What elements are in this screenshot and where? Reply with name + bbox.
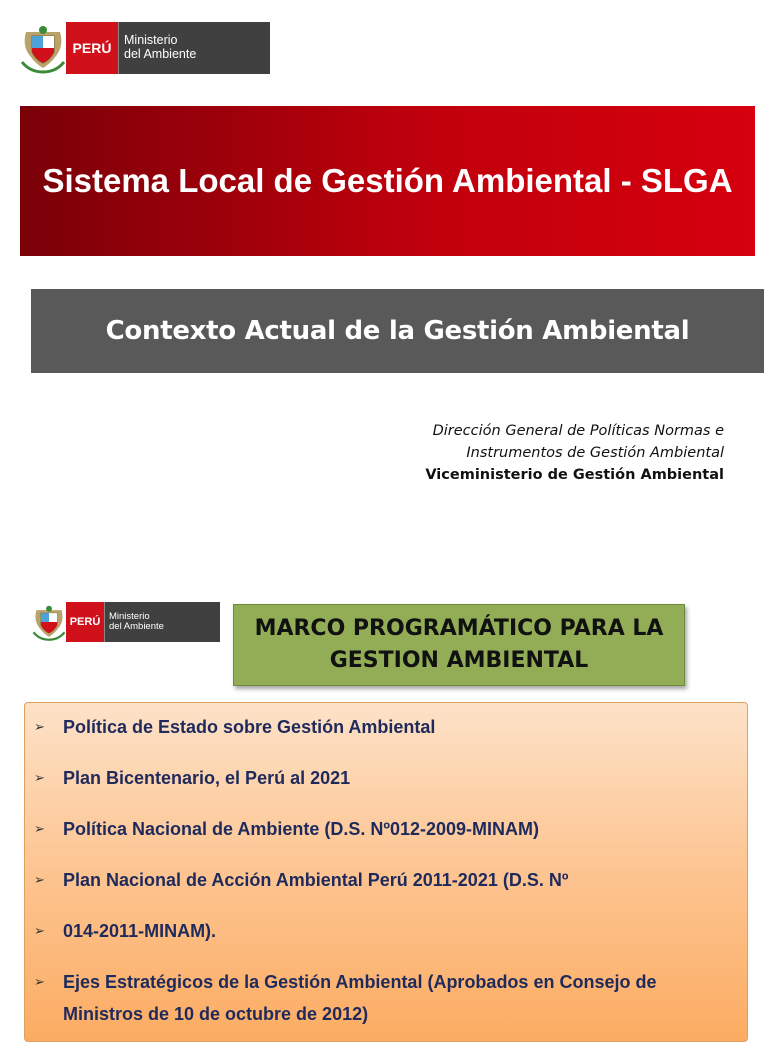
list-item <box>25 919 747 943</box>
marco-heading-box <box>233 604 685 686</box>
list-item <box>25 817 747 841</box>
list-item-text: Plan Nacional de Acción Ambiental Perú 2011-2021 (D.S. Nº <box>63 870 569 890</box>
arrow-bullet-icon: ➢ <box>34 923 45 938</box>
ministry-logo-small <box>32 602 220 642</box>
arrow-bullet-icon: ➢ <box>34 719 45 734</box>
ministry-name <box>104 602 220 642</box>
ministry-logo <box>20 22 270 74</box>
coat-of-arms-icon <box>20 22 66 74</box>
subtitle-bar <box>31 289 764 373</box>
arrow-bullet-icon: ➢ <box>34 770 45 785</box>
ministry-line2: del Ambiente <box>109 621 164 632</box>
list-item <box>25 715 747 739</box>
credits <box>425 420 724 486</box>
peru-label: PERÚ <box>66 22 118 74</box>
ministry-line1: Ministerio <box>124 33 178 48</box>
coat-of-arms-icon <box>32 602 66 642</box>
arrow-bullet-icon: ➢ <box>34 821 45 836</box>
credits-line3: Viceministerio de Gestión Ambiental <box>425 467 724 483</box>
list-item-text: Política Nacional de Ambiente (D.S. Nº012-2009-MINAM) <box>63 819 540 839</box>
framework-list <box>25 703 747 1030</box>
arrow-bullet-icon: ➢ <box>34 872 45 887</box>
ministry-name <box>118 22 270 74</box>
list-item-text: 014-2011-MINAM). <box>63 921 217 941</box>
list-item <box>25 966 747 1030</box>
title-banner <box>20 106 755 256</box>
subtitle-text: Contexto Actual de la Gestión Ambiental <box>105 316 690 346</box>
ministry-line2: del Ambiente <box>124 47 197 61</box>
list-item <box>25 766 747 790</box>
ministry-line1: Ministerio <box>109 610 150 622</box>
list-item-text: Plan Bicentenario, el Perú al 2021 <box>63 768 351 788</box>
marco-heading: MARCO PROGRAMÁTICO PARA LA GESTION AMBIENTAL <box>254 616 664 673</box>
list-item-text: Ejes Estratégicos de la Gestión Ambiental (Aprobados en Consejo de Ministros de 10 de octubre de 2012) <box>63 972 657 1024</box>
list-item-text: Política de Estado sobre Gestión Ambiental <box>63 717 436 737</box>
peru-label: PERÚ <box>66 602 104 642</box>
arrow-bullet-icon: ➢ <box>34 974 45 989</box>
credits-line1: Dirección General de Políticas Normas e <box>432 423 724 439</box>
framework-list-panel <box>24 702 748 1042</box>
page-title: Sistema Local de Gestión Ambiental - SLGA <box>42 162 733 199</box>
credits-line2: Instrumentos de Gestión Ambiental <box>466 445 724 461</box>
list-item <box>25 868 747 892</box>
